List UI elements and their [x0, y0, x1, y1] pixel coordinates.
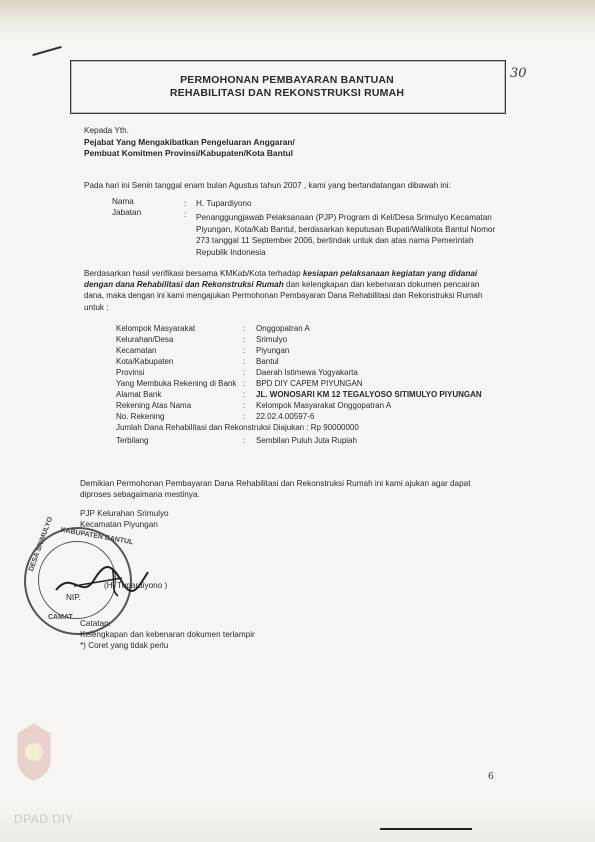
- notes-line-2: *) Coret yang tidak perlu: [80, 641, 169, 650]
- title-line-1: PERMOHONAN PEMBAYARAN BANTUAN: [180, 74, 394, 86]
- signer-nip: NIP.: [66, 593, 81, 602]
- footer-rule: [380, 828, 472, 830]
- spelled-label: Terbilang: [116, 436, 149, 445]
- document-title: [70, 74, 504, 100]
- notes-line-1: Kelengkapan dan kebenaran dokumen terlampir: [80, 630, 255, 639]
- detail-value: Bantul: [256, 357, 279, 366]
- paragraph-text: Berdasarkan hasil verifikasi bersama KMKab/Kota terhadap: [84, 269, 303, 278]
- paragraph-text: dan kelengkapan dan kebenaran dokumen pencairan: [283, 280, 480, 290]
- detail-value: Kelompok Masyarakat Onggopatran A: [256, 401, 392, 410]
- paragraph-line-4: untuk :: [84, 302, 109, 312]
- signature-title-2: Kecamatan Piyungan: [80, 520, 158, 529]
- detail-colon: :: [243, 324, 246, 333]
- amount-line: Jumlah Dana Rehabilitasi dan Rekonstruksi Diajukan : Rp 90000000: [116, 423, 359, 432]
- position-colon: :: [184, 210, 187, 219]
- paragraph-line-3: dana, maka dengan ini kami mengajukan Permohonan Pembayaran Dana Rehabilitasi dan Rekonstruksi Rumah: [84, 291, 483, 301]
- pen-mark: [32, 46, 61, 56]
- detail-colon: :: [243, 390, 246, 399]
- name-colon: :: [184, 199, 187, 208]
- detail-label: Yang Membuka Rekening di Bank: [116, 379, 237, 388]
- paragraph-line-1: [84, 268, 504, 279]
- spelled-colon: :: [243, 436, 246, 445]
- paragraph-emphasis: dengan dana Rehabilitasi dan Rekonstruksi Rumah: [84, 280, 284, 290]
- spelled-value: Sembilan Puluh Juta Rupiah: [256, 436, 357, 445]
- paragraph-emphasis: kesiapan pelaksanaan kegiatan yang didanai: [302, 269, 478, 278]
- closing-line-1: Demikian Permohonan Pembayaran Dana Rehabilitasi dan Rekonstruksi Rumah ini kami ajukan agar dapat: [80, 479, 471, 488]
- signature-title-1: PJP Kelurahan Srimulyo: [80, 509, 169, 518]
- recipient-greeting: Kepada Yth.: [84, 126, 129, 135]
- detail-label: Kota/Kabupaten: [116, 357, 174, 366]
- detail-label: Kelurahan/Desa: [116, 335, 174, 344]
- detail-colon: :: [243, 335, 246, 344]
- detail-colon: :: [243, 368, 246, 377]
- detail-value: Piyungan: [256, 346, 290, 355]
- position-line: Republik Indonesia: [196, 247, 266, 257]
- detail-label: No. Rekening: [116, 412, 165, 421]
- stamp-text-left: DESA SRIMULYO: [28, 516, 55, 573]
- signer-name: (H. Tupardiyono ): [104, 581, 168, 590]
- detail-colon: :: [243, 412, 246, 421]
- position-value: [196, 212, 506, 258]
- detail-value: JL. WONOSARI KM 12 TEGALYOSO SITIMULYO PIYUNGAN: [256, 390, 482, 399]
- detail-colon: :: [243, 346, 246, 355]
- detail-value: Srimulyo: [256, 335, 288, 344]
- position-line: 273 tanggal 11 September 2006, bertindak untuk dan atas nama Pemerintah: [196, 236, 474, 245]
- paragraph-line-2: [84, 279, 504, 290]
- title-line-2: REHABILITASI DAN REKONSTRUKSI RUMAH: [169, 87, 405, 99]
- detail-value: BPD DIY CAPEM PIYUNGAN: [256, 379, 363, 388]
- detail-colon: :: [243, 357, 246, 366]
- detail-value: Daerah Istimewa Yogyakarta: [256, 368, 358, 377]
- watermark: DPAD DIY: [14, 812, 74, 826]
- detail-label: Kecamatan: [116, 346, 157, 355]
- verification-paragraph: [84, 268, 504, 313]
- recipient-line-2: Pembuat Komitmen Provinsi/Kabupaten/Kota Bantul: [84, 148, 293, 158]
- handwritten-number: 30: [510, 66, 527, 81]
- stamp-text-bottom: CAMAT: [48, 614, 73, 621]
- position-label: Jabatan: [112, 208, 142, 217]
- detail-colon: :: [243, 401, 246, 410]
- page-number: 6: [488, 772, 494, 782]
- stamp-text-top: KABUPATEN BANTUL: [59, 526, 134, 547]
- intro-text: Pada hari ini Senin tanggal enam bulan Agustus tahun 2007 , kami yang bertandatangan dibawah ini:: [84, 181, 451, 190]
- detail-value: 22.02.4.00597-6: [256, 412, 315, 421]
- name-label: Nama: [112, 197, 134, 206]
- recipient-line-1: Pejabat Yang Mengakibatkan Pengeluaran Anggaran/: [84, 137, 295, 147]
- detail-value: Onggopatran A: [256, 324, 310, 333]
- position-line: Piyungan, Kota/Kab Bantul, berdasarkan keputusan Bupati/Walikota Bantul Nomor: [196, 224, 496, 234]
- archive-logo: [14, 722, 54, 782]
- name-value: H. Tupardiyono: [196, 199, 252, 208]
- detail-label: Kelompok Masyarakat: [116, 324, 196, 333]
- notes-heading: Catatan:: [80, 619, 111, 628]
- closing-line-2: diproses sebagaimana mestinya.: [80, 490, 200, 499]
- position-line: Penanggungjawab Pelaksanaan (PJP) Program di Kel/Desa Srimulyo Kecamatan: [196, 213, 492, 222]
- details-table: [116, 324, 516, 434]
- detail-label: Rekening Atas Nama: [116, 401, 192, 410]
- detail-label: Alamat Bank: [116, 390, 162, 399]
- detail-colon: :: [243, 379, 246, 388]
- detail-label: Provinsi: [116, 368, 145, 377]
